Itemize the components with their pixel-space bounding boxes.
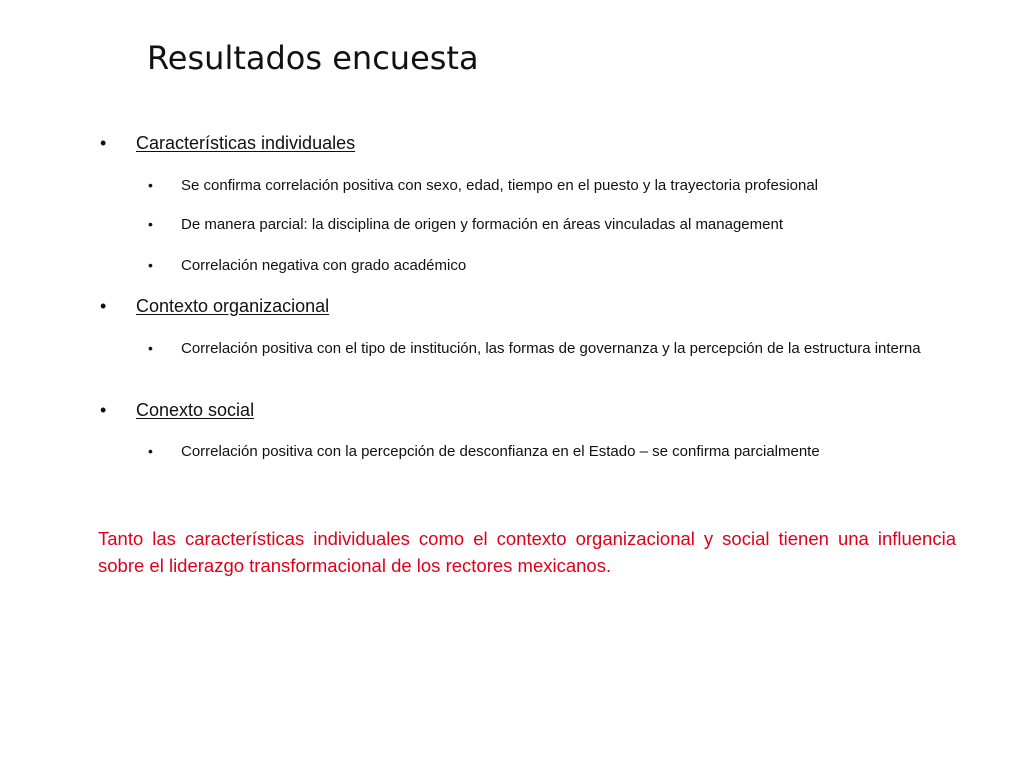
conclusion-text: Tanto las características individuales como el contexto organizacional y social tienen una influencia sobre el liderazgo transformacional de los rectores mexicanos.: [98, 528, 956, 576]
list-item-text: Correlación negativa con grado académico: [181, 257, 467, 274]
section-heading-individual: • Características individuales: [100, 133, 356, 153]
section-heading-text: Contexto organizacional: [136, 296, 330, 316]
section-heading-text: Características individuales: [136, 133, 356, 153]
list-item-text: Correlación positiva con la percepción de desconfianza en el Estado – se confirma parcialmente: [181, 443, 820, 460]
list-item: • Correlación positiva con el tipo de institución, las formas de governanza y la percepción de la estructura interna: [148, 338, 956, 359]
list-item: • Correlación negativa con grado académico: [148, 255, 956, 276]
list-item-text: Correlación positiva con el tipo de institución, las formas de governanza y la percepción de la estructura interna: [181, 340, 921, 357]
section-heading-text: Conexto social: [136, 400, 255, 420]
list-item: • De manera parcial: la disciplina de origen y formación en áreas vinculadas al management: [148, 214, 956, 235]
section-heading-organizational: • Contexto organizacional: [100, 296, 330, 316]
list-item-text: De manera parcial: la disciplina de origen y formación en áreas vinculadas al management: [181, 216, 783, 233]
slide-title: Resultados encuesta: [147, 39, 479, 77]
list-item: • Se confirma correlación positiva con sexo, edad, tiempo en el puesto y la trayectoria profesional: [148, 175, 956, 196]
section-heading-social: • Conexto social: [100, 400, 255, 420]
list-item-text: Se confirma correlación positiva con sexo, edad, tiempo en el puesto y la trayectoria profesional: [181, 177, 819, 194]
list-item: • Correlación positiva con la percepción de desconfianza en el Estado – se confirma parcialmente: [148, 441, 956, 462]
